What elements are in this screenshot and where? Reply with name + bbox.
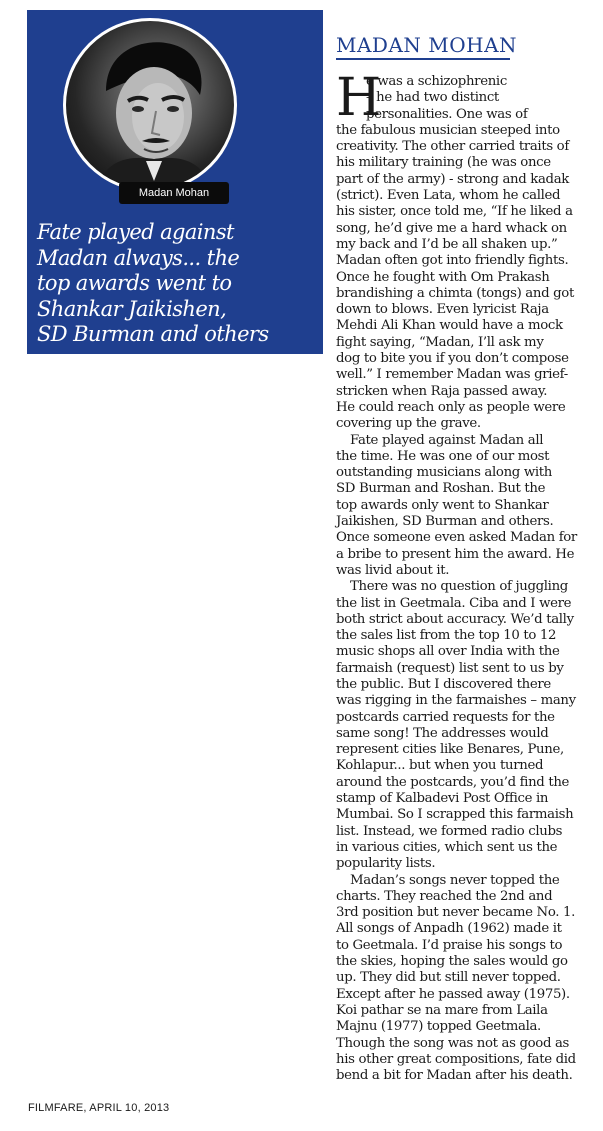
text-line: All songs of Anpadh (1962) made it <box>336 921 562 937</box>
text-line: Mumbai. So I scrapped this farmaish <box>336 807 574 823</box>
text-line: represent cities like Benares, Pune, <box>336 742 564 758</box>
text-line: fight saying, “Madan, I’ll ask my <box>336 334 544 350</box>
text-line: the time. He was one of our most <box>336 448 550 464</box>
text-line: the sales list from the top 10 to 12 <box>336 628 557 644</box>
paragraph-1 <box>336 68 594 433</box>
paragraph-3 <box>336 579 594 595</box>
text-line: SD Burman and Roshan. But the <box>336 481 546 497</box>
pull-quote-line: top awards went to <box>37 271 232 296</box>
text-line: same song! The addresses would <box>336 725 549 741</box>
text-line: to Geetmala. I’d praise his songs to <box>336 937 563 953</box>
publication-credit: FILMFARE, APRIL 10, 2013 <box>28 1102 170 1114</box>
text-line: Once someone even asked Madan for <box>336 530 577 546</box>
pull-quote-line: SD Burman and others <box>37 322 269 347</box>
text-line: the list in Geetmala. Ciba and I were <box>336 595 572 611</box>
portrait-illustration <box>66 21 234 189</box>
text-line: his military training (he was once <box>336 155 551 171</box>
text-line: my back and I’d be all shaken up.” <box>336 236 558 252</box>
text-line: popularity lists. <box>336 856 436 872</box>
text-line: – he had two distinct <box>366 90 499 106</box>
text-line: 3rd position but never became No. 1. <box>336 905 575 921</box>
text-line: covering up the grave. <box>336 416 481 432</box>
pull-quote-line: Madan always... the <box>37 245 240 270</box>
text-line: e was a schizophrenic <box>366 74 507 89</box>
text-line: Though the song was not as good as <box>336 1035 570 1051</box>
paragraph-4 <box>336 873 594 889</box>
text-line: Jaikishen, SD Burman and others. <box>336 514 554 530</box>
text-line: bend a bit for Madan after his death. <box>336 1068 573 1084</box>
text-line: dog to bite you if you don’t compose <box>336 351 569 367</box>
text-line: a bribe to present him the award. He <box>336 546 575 562</box>
text-line: Except after he passed away (1975). <box>336 986 570 1002</box>
paragraph-2 <box>336 433 594 449</box>
text-line: down to blows. Even lyricist Raja <box>336 302 549 318</box>
quote-panel <box>27 10 323 354</box>
text-line: farmaish (request) list sent to us by <box>336 660 564 676</box>
text-line: creativity. The other carried traits of <box>336 139 569 155</box>
text-line: Once he fought with Om Prakash <box>336 269 550 285</box>
text-line: his other great compositions, fate did <box>336 1051 576 1067</box>
text-line: Madan often got into friendly fights. <box>336 253 569 269</box>
portrait-photo <box>63 18 237 192</box>
paragraph-4-cont <box>336 889 594 1085</box>
text-line: stricken when Raja passed away. <box>336 383 548 399</box>
pull-quote-line: Shankar Jaikishen, <box>37 296 227 321</box>
text-line: stamp of Kalbadevi Post Office in <box>336 791 549 807</box>
text-line: He could reach only as people were <box>336 399 566 415</box>
text-line: the public. But I discovered there <box>336 676 551 692</box>
text-line: around the postcards, you’d find the <box>336 774 570 790</box>
text-line: music shops all over India with the <box>336 644 560 660</box>
text-line: was livid about it. <box>336 562 450 578</box>
text-line: the skies, hoping the sales would go <box>336 954 568 970</box>
text-line: outstanding musicians along with <box>336 465 552 481</box>
text-line: Fate played against Madan all <box>350 432 544 448</box>
pull-quote <box>37 220 321 348</box>
text-line: part of the army) - strong and kadak <box>336 171 570 187</box>
photo-caption: Madan Mohan <box>119 182 229 204</box>
text-line: was rigging in the farmaishes – many <box>336 693 576 709</box>
text-line: the fabulous musician steeped into <box>336 122 560 138</box>
text-line: list. Instead, we formed radio clubs <box>336 823 563 839</box>
text-line: well.” I remember Madan was grief- <box>336 367 568 383</box>
text-line: both strict about accuracy. We’d tally <box>336 611 574 627</box>
pull-quote-line: Fate played against <box>37 220 234 244</box>
text-line: Kohlapur... but when you turned <box>336 758 544 774</box>
text-line: personalities. One was of <box>366 106 528 122</box>
text-line: brandishing a chimta (tongs) and got <box>336 285 574 301</box>
text-line: in various cities, which sent us the <box>336 839 558 855</box>
heading-underline <box>336 58 510 60</box>
text-line: There was no question of juggling <box>350 579 568 595</box>
drop-cap: H <box>336 68 381 128</box>
article-heading: MADAN MOHAN <box>336 33 518 57</box>
text-line: (strict). Even Lata, whom he called <box>336 188 561 204</box>
text-line: Madan’s songs never topped the <box>350 872 560 888</box>
text-line: Koi pathar se na mare from Laila <box>336 1002 548 1018</box>
portrait-image <box>66 21 234 189</box>
text-line: top awards only went to Shankar <box>336 497 549 513</box>
text-line: up. They did but still never topped. <box>336 970 561 986</box>
article-body <box>336 68 594 1084</box>
paragraph-2-cont <box>336 449 594 579</box>
text-line: postcards carried requests for the <box>336 709 555 725</box>
text-line: his sister, once told me, “If he liked a <box>336 204 573 220</box>
text-line: charts. They reached the 2nd and <box>336 888 553 904</box>
text-line: song, he’d give me a hard whack on <box>336 220 567 236</box>
text-line: Mehdi Ali Khan would have a mock <box>336 318 563 334</box>
text-line: Majnu (1977) topped Geetmala. <box>336 1019 541 1035</box>
paragraph-3-cont <box>336 596 594 873</box>
